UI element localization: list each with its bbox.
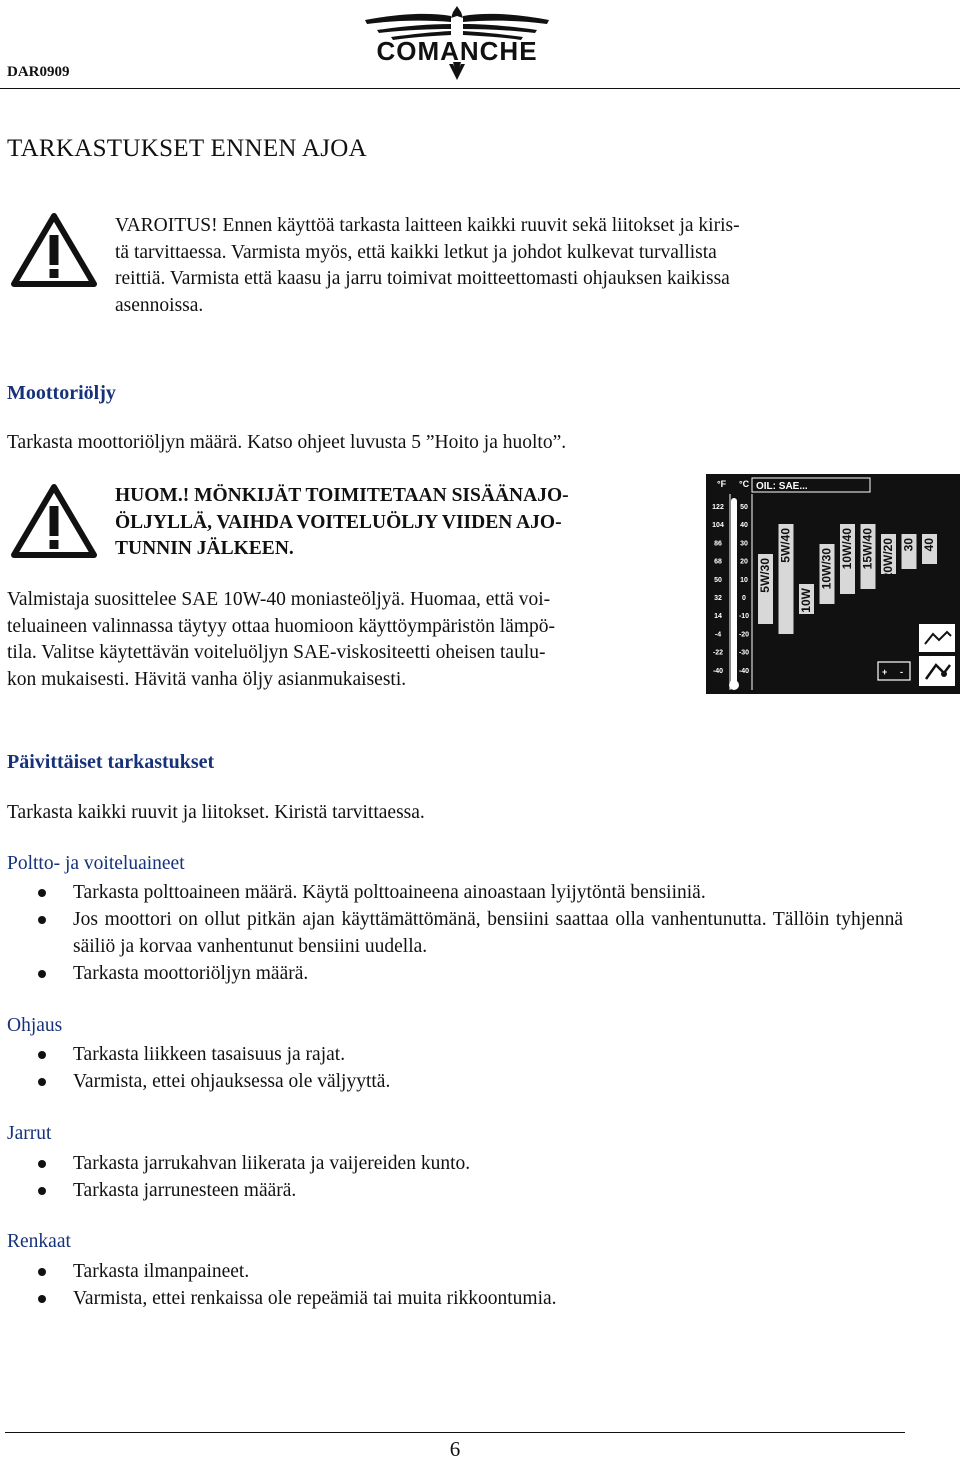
celsius-tick-label: -20	[738, 631, 750, 639]
chart-header-oil: OIL: SAE...	[756, 481, 808, 492]
recommend-line: tila. Valitse käytettävän voiteluöljyn SAE-viskositeetti oheisen taulu-	[7, 642, 546, 663]
bullet-icon	[38, 1160, 46, 1168]
celsius-tick-label: -30	[738, 649, 750, 657]
list-item: Tarkasta moottoriöljyn määrä.	[0, 960, 903, 987]
list-item: Jos moottori on ollut pitkän ajan käyttämättömänä, bensiini saattaa olla vanhentunutta. Tällöin tyhjennä säiliö ja korvaa vanhentunut bensiini uudella.	[0, 906, 903, 960]
celsius-tick-label: 20	[740, 558, 748, 566]
bullet-icon	[38, 889, 46, 897]
bullet-icon	[38, 970, 46, 978]
fahrenheit-tick-label: 122	[712, 504, 724, 511]
recommend-line: teluaineen valinnassa täytyy ottaa huomioon käyttöympäristön lämpö-	[7, 615, 556, 637]
warning-line: VAROITUS! Ennen käyttöä tarkasta laitteen kaikki ruuvit sekä liitokset ja kiris-	[115, 215, 740, 236]
bullet-icon	[38, 1078, 46, 1086]
celsius-tick-label: 40	[740, 522, 748, 530]
warning-line: tä tarvittaessa. Varmista myös, että kaikki letkut ja johdot kulkevat turvallista	[115, 241, 717, 263]
steering-checklist	[0, 1041, 903, 1095]
bullet-icon	[38, 1268, 46, 1276]
daily-checks-intro: Tarkasta kaikki ruuvit ja liitokset. Kiristä tarvittaessa.	[7, 802, 425, 823]
fahrenheit-tick-label: 50	[714, 576, 722, 584]
section-label-tires: Renkaat	[7, 1231, 71, 1252]
oil-grade-label: 10W/30	[819, 548, 834, 590]
svg-text:+: +	[882, 667, 888, 677]
logo-text: COMANCHE	[376, 36, 538, 66]
oil-grade-label: 15W/40	[860, 528, 875, 570]
warning-triangle-icon	[11, 213, 97, 287]
oil-grade-label: 5W/40	[778, 528, 793, 563]
celsius-tick-label: 10	[740, 576, 748, 584]
list-item: Tarkasta polttoaineen määrä. Käytä polttoaineena ainoastaan lyijytöntä bensiiniä.	[0, 879, 903, 906]
fahrenheit-tick-label: -4	[714, 631, 722, 639]
fahrenheit-tick-label: 32	[714, 595, 722, 602]
list-item: Varmista, ettei renkaissa ole repeämiä tai muita rikkoontumia.	[0, 1285, 903, 1312]
list-item: Tarkasta jarrunesteen määrä.	[0, 1177, 903, 1204]
notice-text	[115, 483, 675, 563]
section-label-steering: Ohjaus	[7, 1015, 63, 1036]
fahrenheit-tick-label: 14	[714, 613, 722, 621]
fahrenheit-tick-label: -40	[712, 667, 724, 675]
celsius-tick-label: 50	[740, 504, 748, 511]
celsius-tick-label: -10	[738, 613, 750, 621]
warning-text	[115, 213, 905, 319]
recommend-line: Valmistaja suosittelee SAE 10W-40 moniasteöljyä. Huomaa, että voi-	[7, 589, 551, 610]
footer-rule	[5, 1432, 905, 1433]
engine-oil-text: Tarkasta moottoriöljyn määrä. Katso ohjeet luvusta 5 ”Hoito ja huolto”.	[7, 432, 567, 453]
daily-checks-heading: Päivittäiset tarkastukset	[7, 751, 215, 773]
oil-grade-label: 5W/30	[758, 558, 772, 593]
tires-checklist	[0, 1258, 903, 1312]
page-title: TARKASTUKSET ENNEN AJOA	[7, 135, 368, 162]
bullet-icon	[38, 1295, 46, 1303]
engine-oil-heading: Moottoriöljy	[7, 382, 116, 404]
comanche-logo	[357, 2, 557, 82]
notice-line: TUNNIN JÄLKEEN.	[115, 538, 294, 559]
page-number: 6	[449, 1437, 461, 1461]
section-label-brakes: Jarrut	[7, 1123, 52, 1144]
document-code: DAR0909	[7, 64, 70, 80]
chart-header-c: °C	[739, 479, 750, 489]
notice-line: ÖLJYLLÄ, VAIHDA VOITELUÖLJY VIIDEN AJO-	[115, 511, 562, 533]
celsius-tick-label: -40	[738, 667, 750, 675]
svg-text:-: -	[900, 667, 903, 677]
list-item: Tarkasta jarrukahvan liikerata ja vaijereiden kunto.	[0, 1150, 903, 1177]
battery-icon	[878, 662, 910, 680]
cold-start-icon	[919, 624, 955, 652]
fahrenheit-tick-label: -22	[712, 649, 724, 657]
engine-icon	[919, 656, 955, 686]
celsius-tick-label: 0	[742, 595, 746, 602]
oil-grade-label: 10W	[799, 588, 813, 613]
bullet-icon	[38, 1187, 46, 1195]
warning-triangle-icon	[11, 484, 97, 558]
chart-header-f: °F	[717, 479, 727, 489]
notice-line: HUOM.! MÖNKIJÄT TOIMITETAAN SISÄÄNAJO-	[115, 485, 569, 506]
list-item: Tarkasta ilmanpaineet.	[0, 1258, 903, 1285]
oil-grade-label: 40	[922, 538, 936, 552]
list-item: Varmista, ettei ohjauksessa ole väljyyttä.	[0, 1068, 903, 1095]
fahrenheit-tick-label: 86	[714, 540, 722, 548]
celsius-tick-label: 30	[740, 540, 748, 548]
oil-grade-label: 20W/20	[881, 538, 895, 580]
recommend-line: kon mukaisesti. Hävitä vanha öljy asianmukaisesti.	[7, 668, 407, 690]
fuel-checklist	[0, 879, 903, 987]
warning-line: reittiä. Varmista että kaasu ja jarru toimivat moitteettomasti ohjauksen kaikissa	[115, 268, 730, 289]
brakes-checklist	[0, 1150, 903, 1204]
oil-grade-label: 30	[901, 538, 916, 552]
oil-viscosity-chart	[706, 474, 960, 694]
fahrenheit-tick-label: 104	[712, 522, 724, 530]
header-rule	[0, 88, 960, 89]
fahrenheit-tick-label: 68	[714, 558, 722, 566]
warning-line: asennoissa.	[115, 294, 204, 316]
bullet-icon	[38, 916, 46, 924]
bullet-icon	[38, 1051, 46, 1059]
oil-recommendation	[7, 587, 667, 693]
oil-grade-label: 10W/40	[840, 528, 854, 570]
list-item: Tarkasta liikkeen tasaisuus ja rajat.	[0, 1041, 903, 1068]
section-label-fuel: Poltto- ja voiteluaineet	[7, 853, 185, 874]
